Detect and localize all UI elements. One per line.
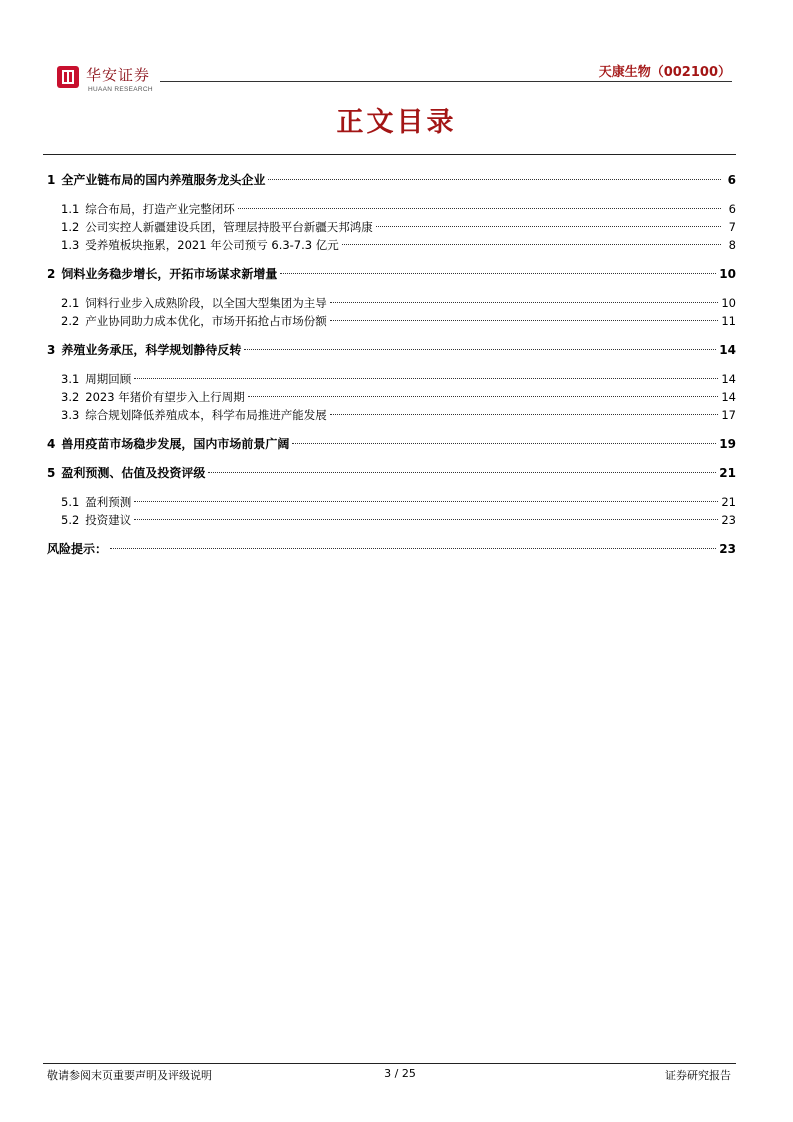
toc-entry-number: 3 xyxy=(47,343,56,357)
toc-entry-number: 2 xyxy=(47,267,56,281)
toc-entry-number: 5.2 xyxy=(61,513,80,527)
toc-leader-dots xyxy=(376,226,721,227)
toc-entry-title: 产业协同助力成本优化，市场开拓抢占市场份额 xyxy=(85,314,327,328)
toc-entry[interactable] xyxy=(47,463,736,483)
toc-entry-page: 21 xyxy=(721,495,736,509)
toc-entry-page: 14 xyxy=(721,390,736,404)
toc-entry-title: 综合布局，打造产业完整闭环 xyxy=(85,202,235,216)
toc-entry-number: 1 xyxy=(47,173,56,187)
toc-entry[interactable] xyxy=(61,387,736,407)
huaan-logo-icon xyxy=(57,66,79,88)
logo-text-cn: 华安证券 xyxy=(86,66,151,84)
toc-entry-number: 3.1 xyxy=(61,372,80,386)
toc-leader-dots xyxy=(330,414,719,415)
toc-entry[interactable] xyxy=(61,369,736,389)
toc-entry-title: 受养殖板块拖累，2021 年公司预亏 6.3-7.3 亿元 xyxy=(85,238,339,252)
footer-doc-type: 证券研究报告 xyxy=(665,1069,731,1082)
toc-entry-page: 7 xyxy=(728,220,736,234)
toc-entry-title: 盈利预测、估值及投资评级 xyxy=(61,466,206,480)
toc-entry[interactable] xyxy=(61,405,736,425)
toc-divider xyxy=(43,154,736,155)
header-divider xyxy=(160,81,732,82)
toc-leader-dots xyxy=(330,320,719,321)
toc-entry[interactable] xyxy=(47,170,736,190)
toc-entry-title: 盈利预测 xyxy=(85,495,132,509)
toc-entry-page: 23 xyxy=(719,542,736,556)
toc-leader-dots xyxy=(244,349,716,350)
toc-entry[interactable] xyxy=(61,199,736,219)
toc-entry-page: 6 xyxy=(727,173,736,187)
footer-divider xyxy=(43,1063,736,1064)
toc-leader-dots xyxy=(208,472,716,473)
toc-entry-number: 2.1 xyxy=(61,296,80,310)
page-title: 正文目录 xyxy=(336,107,457,138)
toc-entry-number: 4 xyxy=(47,437,56,451)
toc-leader-dots xyxy=(110,548,716,549)
toc-entry-number: 1.3 xyxy=(61,238,80,252)
toc-entry[interactable] xyxy=(47,434,736,454)
toc-entry-page: 10 xyxy=(721,296,736,310)
toc-entry[interactable] xyxy=(47,340,736,360)
toc-entry-number: 2.2 xyxy=(61,314,80,328)
toc-leader-dots xyxy=(268,179,721,180)
toc-entry-page: 6 xyxy=(728,202,736,216)
toc-entry-title: 周期回顾 xyxy=(85,372,132,386)
toc-entry-page: 11 xyxy=(721,314,736,328)
toc-entry-title: 风险提示： xyxy=(47,542,108,556)
toc-entry[interactable] xyxy=(47,264,736,284)
toc-entry[interactable] xyxy=(61,217,736,237)
toc-entry[interactable] xyxy=(47,539,736,559)
toc-leader-dots xyxy=(134,519,718,520)
toc-entry-title: 公司实控人新疆建设兵团，管理层持股平台新疆天邦鸿康 xyxy=(85,220,373,234)
toc-entry-page: 8 xyxy=(728,238,736,252)
toc-entry-number: 3.3 xyxy=(61,408,80,422)
toc-entry-title: 饲料行业步入成熟阶段，以全国大型集团为主导 xyxy=(85,296,327,310)
footer-disclaimer: 敬请参阅末页重要声明及评级说明 xyxy=(47,1069,212,1082)
logo-text-en: HUAAN RESEARCH xyxy=(88,86,153,93)
toc-entry-page: 21 xyxy=(719,466,736,480)
toc-leader-dots xyxy=(292,443,716,444)
toc-entry-number: 1.1 xyxy=(61,202,80,216)
toc-entry-number: 3.2 xyxy=(61,390,80,404)
toc-entry-page: 14 xyxy=(719,343,736,357)
toc-entry[interactable] xyxy=(61,510,736,530)
toc-leader-dots xyxy=(134,501,718,502)
toc-leader-dots xyxy=(238,208,721,209)
toc-entry-title: 兽用疫苗市场稳步发展，国内市场前景广阔 xyxy=(61,437,290,451)
toc-entry-number: 1.2 xyxy=(61,220,80,234)
toc-entry-page: 17 xyxy=(721,408,736,422)
toc-entry-number: 5.1 xyxy=(61,495,80,509)
toc-entry-page: 10 xyxy=(719,267,736,281)
toc-entry-page: 14 xyxy=(721,372,736,386)
toc-entry-page: 19 xyxy=(719,437,736,451)
toc-entry-title: 2023 年猪价有望步入上行周期 xyxy=(85,390,245,404)
toc-leader-dots xyxy=(248,396,719,397)
toc-leader-dots xyxy=(342,244,721,245)
toc-entry[interactable] xyxy=(61,235,736,255)
toc-entry-title: 全产业链布局的国内养殖服务龙头企业 xyxy=(61,173,266,187)
toc-entry-title: 综合规划降低养殖成本，科学布局推进产能发展 xyxy=(85,408,327,422)
toc-leader-dots xyxy=(280,273,716,274)
toc-leader-dots xyxy=(134,378,718,379)
toc-entry-title: 投资建议 xyxy=(85,513,132,527)
page-number: 3 / 25 xyxy=(384,1067,416,1080)
toc-entry[interactable] xyxy=(61,492,736,512)
toc-entry-title: 养殖业务承压，科学规划静待反转 xyxy=(61,343,242,357)
toc-entry-number: 5 xyxy=(47,466,56,480)
toc-entry[interactable] xyxy=(61,311,736,331)
company-name: 天康生物（002100） xyxy=(598,65,731,80)
toc-leader-dots xyxy=(330,302,719,303)
toc-entry-page: 23 xyxy=(721,513,736,527)
toc-entry[interactable] xyxy=(61,293,736,313)
toc-entry-title: 饲料业务稳步增长，开拓市场谋求新增量 xyxy=(61,267,278,281)
page-header xyxy=(0,0,793,100)
